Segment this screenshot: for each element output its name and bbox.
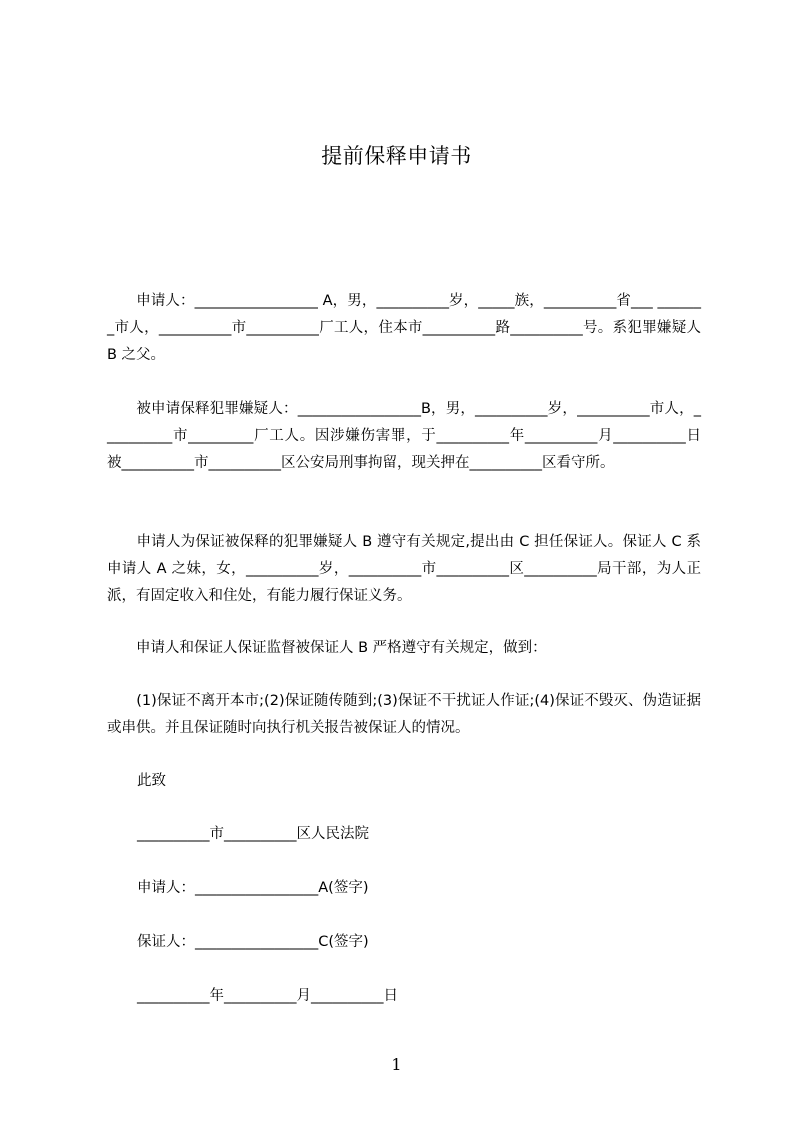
paragraph-guarantor: 申请人为保证被保释的犯罪嫌疑人 B 遵守有关规定,提出由 C 担任保证人。保证人 C 系申请人 A 之妹，女，__________岁，__________市__________区__________局干部，为人正派，有固定收入和住处，有能力履行保证义务。 <box>107 534 701 604</box>
paragraph-obligations: (1)保证不离开本市;(2)保证随传随到;(3)保证不干扰证人作证;(4)保证不毁灭、伪造证据或串供。并且保证随时向执行机关报告被保证人的情况。 <box>107 693 701 736</box>
applicant-signature-line: 申请人：_________________A(签字) <box>137 880 369 896</box>
paragraph-suspect: 被申请保释犯罪嫌疑人：_________________B，男，__________岁，__________市人，__________市_________厂工人。因涉嫌伤害罪，于__________年__________月__________日被__________市__________区公安局刑事拘留，现关押在__________区看守所。 <box>107 401 701 471</box>
court-line: __________市__________区人民法院 <box>137 826 369 842</box>
date-line: __________年__________月__________日 <box>137 988 398 1004</box>
closing-salutation: 此致 <box>137 773 166 789</box>
paragraph-supervision: 申请人和保证人保证监督被保证人 B 严格遵守有关规定，做到： <box>107 640 547 656</box>
paragraph-applicant: 申请人：_________________ A，男，__________岁，_____族，__________省___ _______市人，__________市__________厂工人，住本市__________路__________号。系犯罪嫌疑人 B 之父。 <box>107 293 701 363</box>
guarantor-signature-line: 保证人：_________________C(签字) <box>137 934 369 950</box>
document-title: 提前保释申请书 <box>321 144 472 168</box>
page-number: 1 <box>391 1055 402 1074</box>
